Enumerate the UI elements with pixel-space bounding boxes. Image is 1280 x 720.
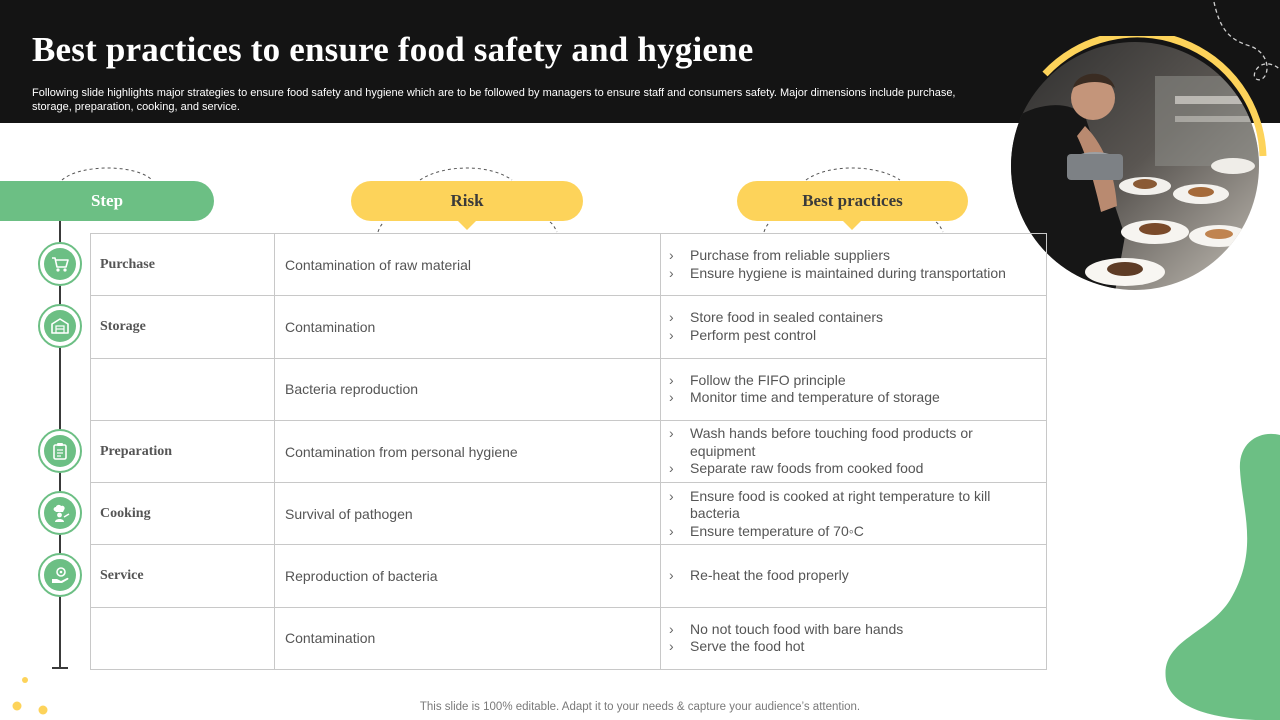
risk-cell: Contamination [275, 607, 661, 669]
step-icon-purchase [38, 242, 82, 286]
page-subtitle: Following slide highlights major strategies to ensure food safety and hygiene which are to be followed by managers to ensure staff and consumers safety. Major dimensions include purchase, storage, preparation, cooking, and service. [32, 87, 956, 113]
best-practices-cell [661, 545, 1047, 607]
best-practices-cell [661, 607, 1047, 669]
best-practice-item: › Monitor time and temperature of storage [669, 389, 1040, 407]
table-row-preparation [91, 420, 1047, 482]
footer-note: This slide is 100% editable. Adapt it to your needs & capture your audience’s attention. [419, 701, 861, 713]
step-cell: Cooking [91, 483, 275, 545]
best-practice-item: › Wash hands before touching food products or equipment [669, 425, 1040, 460]
clipboard-icon [50, 441, 70, 461]
risk-cell: Survival of pathogen [275, 483, 661, 545]
green-blob-decoration [1160, 430, 1280, 720]
best-practice-item: › Store food in sealed containers [669, 309, 1040, 327]
best-practice-item: › Ensure hygiene is maintained during transportation [669, 265, 1040, 283]
best-practice-item: › Purchase from reliable suppliers [669, 247, 1040, 265]
column-header-step: Step [0, 181, 214, 221]
best-practices-cell [661, 296, 1047, 358]
best-practices-cell [661, 358, 1047, 420]
risk-cell: Reproduction of bacteria [275, 545, 661, 607]
table-row-purchase [91, 234, 1047, 296]
food-safety-table [90, 233, 1047, 670]
step-icon-preparation [38, 429, 82, 473]
best-pill-notch [842, 220, 862, 230]
best-practice-item: › Follow the FIFO principle [669, 372, 1040, 390]
step-icon-service [38, 553, 82, 597]
step-cell: Purchase [91, 234, 275, 296]
step-cell [91, 358, 275, 420]
risk-cell: Contamination [275, 296, 661, 358]
timeline-end-cap [52, 667, 68, 669]
page-title: Best practices to ensure food safety and hygiene [32, 30, 754, 69]
step-cell: Storage [91, 296, 275, 358]
column-header-best-practices: Best practices [737, 181, 968, 221]
table-row-service-contamination [91, 607, 1047, 669]
best-practice-item: › Re-heat the food properly [669, 567, 1040, 585]
risk-cell: Contamination of raw material [275, 234, 661, 296]
warehouse-icon [50, 316, 70, 336]
risk-cell: Contamination from personal hygiene [275, 420, 661, 482]
table-row-service [91, 545, 1047, 607]
table-row-cooking [91, 483, 1047, 545]
table-row-storage [91, 296, 1047, 358]
best-practice-item: › No not touch food with bare hands [669, 621, 1040, 639]
step-cell: Preparation [91, 420, 275, 482]
step-cell [91, 607, 275, 669]
best-practice-item: › Serve the food hot [669, 638, 1040, 656]
risk-pill-notch [457, 220, 477, 230]
step-icon-cooking [38, 491, 82, 535]
best-practice-item: › Ensure temperature of 70◦C [669, 523, 1040, 541]
risk-cell: Bacteria reproduction [275, 358, 661, 420]
best-practice-item: › Ensure food is cooked at right temperature to kill bacteria [669, 488, 1040, 523]
table-row-storage-bacteria [91, 358, 1047, 420]
best-practice-item: › Separate raw foods from cooked food [669, 460, 1040, 478]
service-hand-icon [50, 565, 70, 585]
step-cell: Service [91, 545, 275, 607]
best-practice-item: › Perform pest control [669, 327, 1040, 345]
cart-icon [50, 254, 70, 274]
best-practices-cell [661, 234, 1047, 296]
best-practices-cell [661, 483, 1047, 545]
chef-icon [50, 503, 70, 523]
step-icon-storage [38, 304, 82, 348]
best-practices-cell [661, 420, 1047, 482]
column-header-risk: Risk [351, 181, 583, 221]
